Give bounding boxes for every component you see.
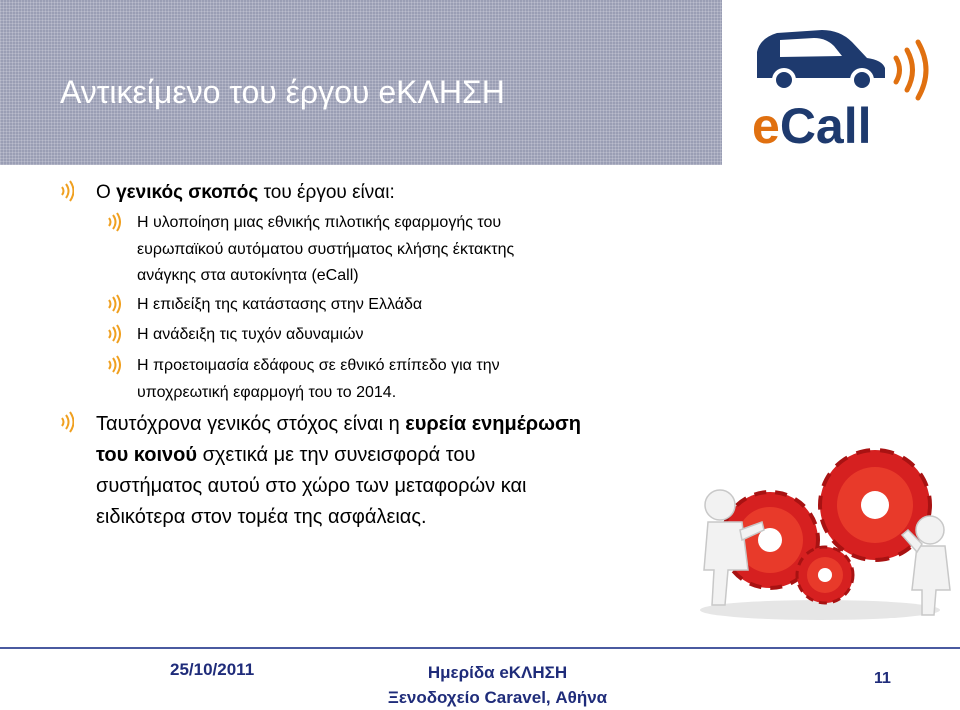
awareness-line-2: του κοινού σχετικά με την συνεισφορά του xyxy=(96,444,476,466)
demonstration-text: Η επιδείξη της κατάστασης στην Ελλάδα xyxy=(137,296,423,313)
page-number: 11 xyxy=(874,670,891,687)
sub-bullet-implementation xyxy=(107,210,514,290)
general-purpose-text: Ο γενικός σκοπός του έργου είναι: xyxy=(96,182,395,203)
footer-event-info xyxy=(355,660,640,710)
person-figure-right xyxy=(902,516,950,615)
implementation-line-3: ανάγκης στα αυτοκίνητα (eCall) xyxy=(137,267,359,284)
signal-bullet-icon xyxy=(60,411,74,433)
slide-title: Αντικείμενο του έργου eΚΛΗΣΗ xyxy=(60,74,505,110)
bullet-public-awareness xyxy=(60,409,581,533)
preparation-line-2: υποχρεωτική εφαρμογή του το 2014. xyxy=(137,383,397,401)
logo-call: Call xyxy=(779,98,872,154)
footer-divider xyxy=(0,647,960,649)
footer-event: Ημερίδα eΚΛΗΣΗ xyxy=(427,663,568,682)
signal-bullet-icon xyxy=(107,294,121,314)
bullet-general-purpose xyxy=(60,178,395,207)
signal-bullet-icon xyxy=(107,212,121,232)
weaknesses-text: Η ανάδειξη τις τυχόν αδυναμιών xyxy=(137,326,364,343)
sub-bullet-demonstration xyxy=(107,292,422,319)
awareness-line-3: συστήματος αυτού στο χώρο των μεταφορών και xyxy=(96,475,527,497)
awareness-line-1: Ταυτόχρονα γενικός στόχος είναι η ευρεία ενημέρωση xyxy=(96,413,581,435)
sub-bullet-weaknesses xyxy=(107,322,363,349)
signal-bullet-icon xyxy=(107,324,121,344)
preparation-line-1: Η προετοιμασία εδάφους σε εθνικό επίπεδο για την xyxy=(137,357,500,374)
signal-bullet-icon xyxy=(107,355,121,375)
gears-illustration xyxy=(670,410,960,625)
implementation-line-1: Η υλοποίηση μιας εθνικής πιλοτικής εφαρμογής του xyxy=(137,214,502,231)
signal-bullet-icon xyxy=(60,180,74,202)
sub-bullet-preparation xyxy=(107,353,500,406)
logo-e: e xyxy=(752,98,780,154)
footer-venue: Ξενοδοχείο Caravel, Αθήνα xyxy=(387,688,608,707)
awareness-line-4: ειδικότερα στον τομέα της ασφάλειας. xyxy=(96,506,427,528)
footer-date: 25/10/2011 xyxy=(170,660,255,679)
implementation-line-2: ευρωπαϊκού αυτόματου συστήματος κλήσης έκτακτης xyxy=(137,240,515,258)
gear-icon xyxy=(797,547,853,603)
